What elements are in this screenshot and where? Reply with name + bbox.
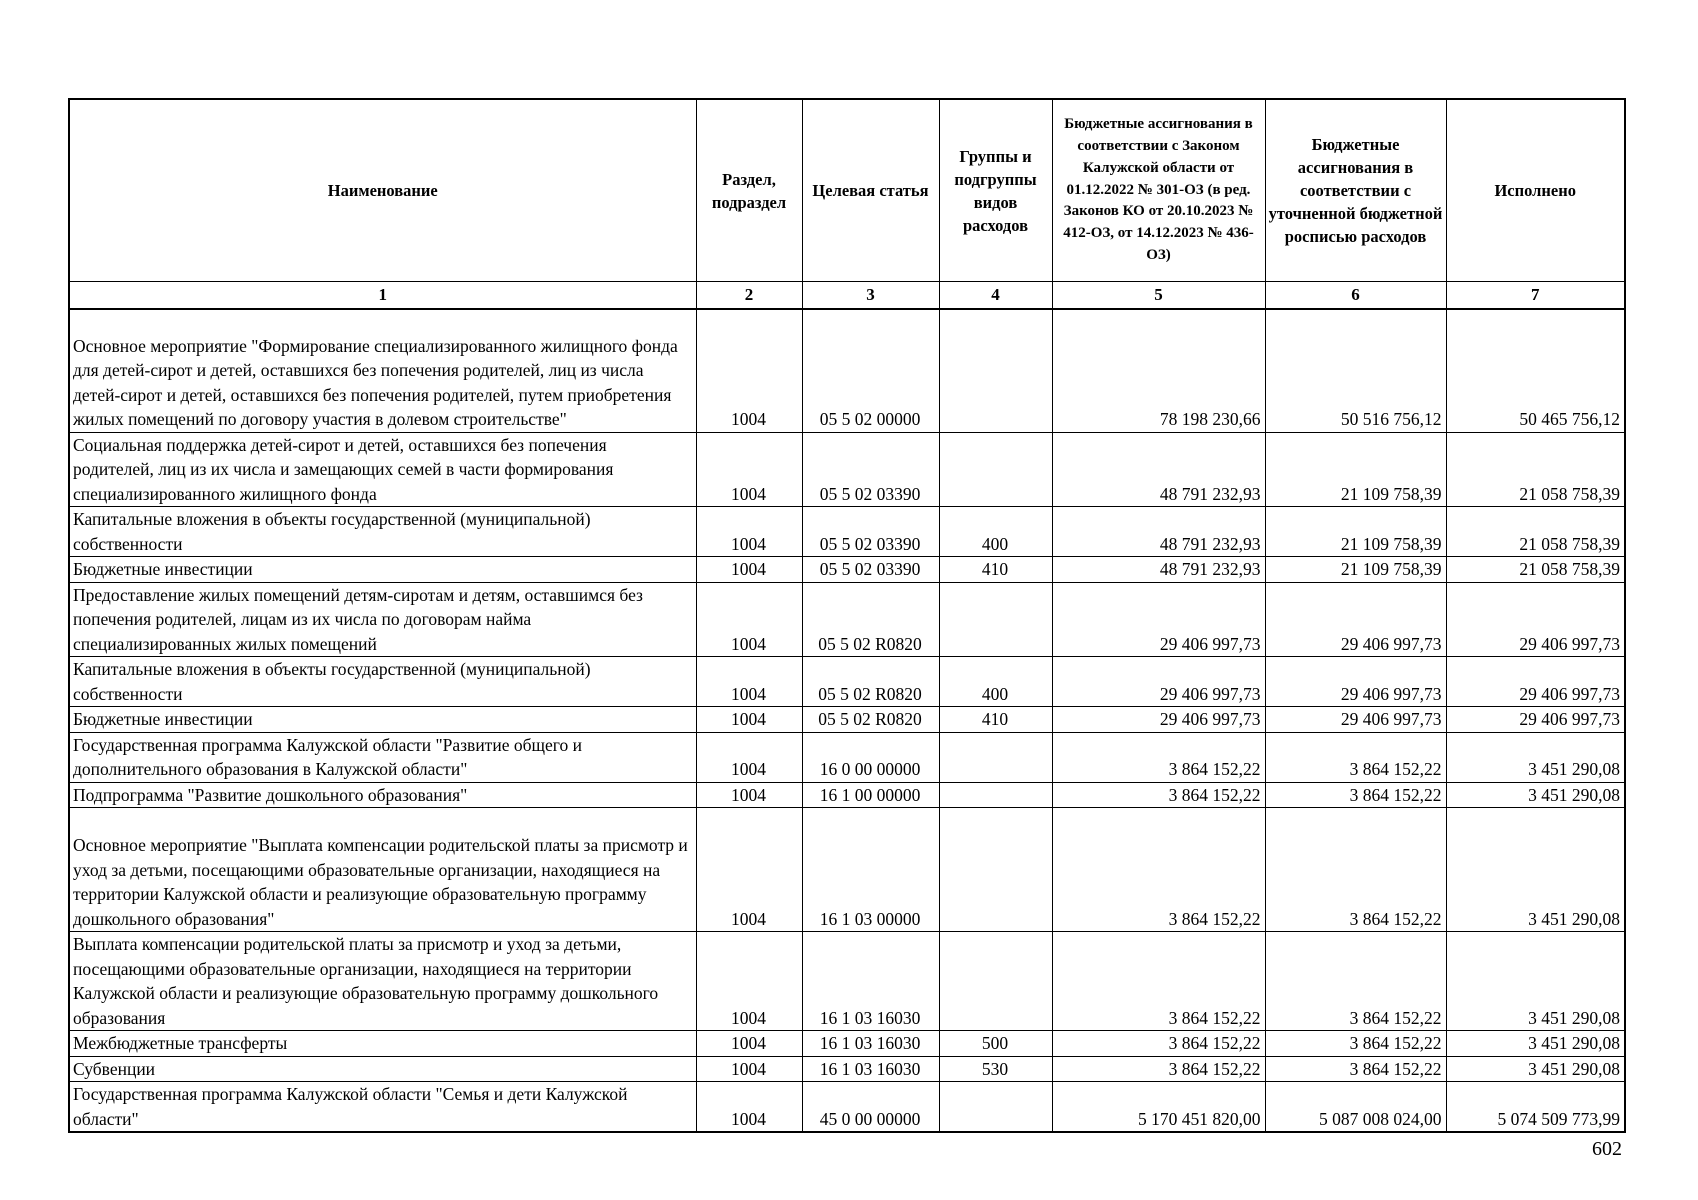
row-executed-amount: 21 058 758,39 — [1446, 507, 1625, 557]
row-section: 1004 — [696, 732, 802, 782]
row-law-amount: 48 791 232,93 — [1052, 432, 1265, 507]
row-refined-amount: 3 864 152,22 — [1265, 1031, 1446, 1057]
row-section: 1004 — [696, 432, 802, 507]
row-group — [939, 808, 1052, 932]
row-law-amount: 78 198 230,66 — [1052, 309, 1265, 432]
row-target: 16 1 00 00000 — [802, 782, 939, 808]
row-group — [939, 432, 1052, 507]
row-section: 1004 — [696, 1031, 802, 1057]
table-row — [69, 808, 1625, 932]
row-executed-amount: 21 058 758,39 — [1446, 557, 1625, 583]
row-name: Субвенции — [69, 1056, 696, 1082]
row-section: 1004 — [696, 507, 802, 557]
row-target: 05 5 02 03390 — [802, 507, 939, 557]
row-executed-amount: 3 451 290,08 — [1446, 732, 1625, 782]
row-law-amount: 5 170 451 820,00 — [1052, 1082, 1265, 1133]
row-law-amount: 3 864 152,22 — [1052, 1031, 1265, 1057]
row-section: 1004 — [696, 782, 802, 808]
row-section: 1004 — [696, 1082, 802, 1133]
row-name: Бюджетные инвестиции — [69, 557, 696, 583]
row-target: 16 0 00 00000 — [802, 732, 939, 782]
header-executed: Исполнено — [1446, 99, 1625, 282]
row-name: Основное мероприятие "Формирование специализированного жилищного фонда для детей-сирот и детей, оставшихся без попечения родителей, лиц из числа детей-сирот и детей, оставшихся без попечения родителей, путем приобретения жилых помещений по договору участия в долевом строительстве" — [69, 309, 696, 432]
table-row — [69, 1056, 1625, 1082]
table-row — [69, 1031, 1625, 1057]
row-group — [939, 1082, 1052, 1133]
column-number: 3 — [802, 282, 939, 310]
row-group: 500 — [939, 1031, 1052, 1057]
table-row — [69, 932, 1625, 1031]
row-name: Капитальные вложения в объекты государственной (муниципальной) собственности — [69, 657, 696, 707]
row-group: 400 — [939, 657, 1052, 707]
row-target: 16 1 03 00000 — [802, 808, 939, 932]
row-refined-amount: 3 864 152,22 — [1265, 782, 1446, 808]
row-group — [939, 309, 1052, 432]
row-refined-amount: 50 516 756,12 — [1265, 309, 1446, 432]
row-name: Государственная программа Калужской области "Семья и дети Калужской области" — [69, 1082, 696, 1133]
row-executed-amount: 3 451 290,08 — [1446, 932, 1625, 1031]
row-law-amount: 48 791 232,93 — [1052, 557, 1265, 583]
row-group — [939, 932, 1052, 1031]
column-number: 5 — [1052, 282, 1265, 310]
row-refined-amount: 29 406 997,73 — [1265, 707, 1446, 733]
table-body — [69, 309, 1625, 1132]
row-target: 16 1 03 16030 — [802, 1031, 939, 1057]
table-row — [69, 507, 1625, 557]
row-name: Бюджетные инвестиции — [69, 707, 696, 733]
row-name: Выплата компенсации родительской платы за присмотр и уход за детьми, посещающими образовательные организации, находящиеся на территории Калужской области и реализующие образовательную программу дошкольного образования — [69, 932, 696, 1031]
row-name: Основное мероприятие "Выплата компенсации родительской платы за присмотр и уход за детьми, посещающими образовательные организации, находящиеся на территории Калужской области и реализующие образовательную программу дошкольного образования" — [69, 808, 696, 932]
row-target: 05 5 02 R0820 — [802, 707, 939, 733]
header-refined: Бюджетные ассигнования в соответствии с уточненной бюджетной росписью расходов — [1265, 99, 1446, 282]
budget-table — [68, 98, 1626, 1133]
column-number: 2 — [696, 282, 802, 310]
row-name: Государственная программа Калужской области "Развитие общего и дополнительного образования в Калужской области" — [69, 732, 696, 782]
column-number: 6 — [1265, 282, 1446, 310]
row-target: 45 0 00 00000 — [802, 1082, 939, 1133]
row-executed-amount: 29 406 997,73 — [1446, 707, 1625, 733]
row-section: 1004 — [696, 1056, 802, 1082]
page-number: 602 — [1592, 1138, 1622, 1160]
row-refined-amount: 3 864 152,22 — [1265, 732, 1446, 782]
column-number: 4 — [939, 282, 1052, 310]
header-law: Бюджетные ассигнования в соответствии с Законом Калужской области от 01.12.2022 № 301-ОЗ (в ред. Законов КО от 20.10.2023 № 412-ОЗ, от 14.12.2023 № 436-ОЗ) — [1052, 99, 1265, 282]
row-section: 1004 — [696, 707, 802, 733]
table-row — [69, 707, 1625, 733]
row-group — [939, 582, 1052, 657]
row-law-amount: 3 864 152,22 — [1052, 1056, 1265, 1082]
row-group: 530 — [939, 1056, 1052, 1082]
table-row — [69, 432, 1625, 507]
column-number-row — [69, 282, 1625, 310]
table-row — [69, 732, 1625, 782]
row-executed-amount: 3 451 290,08 — [1446, 808, 1625, 932]
row-target: 05 5 02 R0820 — [802, 582, 939, 657]
row-law-amount: 3 864 152,22 — [1052, 732, 1265, 782]
row-section: 1004 — [696, 932, 802, 1031]
row-section: 1004 — [696, 557, 802, 583]
table-row — [69, 657, 1625, 707]
row-executed-amount: 3 451 290,08 — [1446, 782, 1625, 808]
row-refined-amount: 3 864 152,22 — [1265, 808, 1446, 932]
row-section: 1004 — [696, 808, 802, 932]
row-target: 05 5 02 03390 — [802, 432, 939, 507]
row-group: 410 — [939, 707, 1052, 733]
row-target: 05 5 02 03390 — [802, 557, 939, 583]
row-target: 05 5 02 R0820 — [802, 657, 939, 707]
row-section: 1004 — [696, 657, 802, 707]
row-refined-amount: 29 406 997,73 — [1265, 582, 1446, 657]
row-executed-amount: 29 406 997,73 — [1446, 657, 1625, 707]
row-group: 410 — [939, 557, 1052, 583]
row-law-amount: 3 864 152,22 — [1052, 808, 1265, 932]
row-executed-amount: 21 058 758,39 — [1446, 432, 1625, 507]
row-executed-amount: 5 074 509 773,99 — [1446, 1082, 1625, 1133]
row-refined-amount: 3 864 152,22 — [1265, 1056, 1446, 1082]
row-executed-amount: 50 465 756,12 — [1446, 309, 1625, 432]
row-group — [939, 782, 1052, 808]
header-name: Наименование — [69, 99, 696, 282]
header-target: Целевая статья — [802, 99, 939, 282]
row-group — [939, 732, 1052, 782]
row-refined-amount: 21 109 758,39 — [1265, 432, 1446, 507]
row-refined-amount: 21 109 758,39 — [1265, 557, 1446, 583]
row-name: Предоставление жилых помещений детям-сиротам и детям, оставшимся без попечения родителей, лицам из их числа по договорам найма специализированных жилых помещений — [69, 582, 696, 657]
row-executed-amount: 3 451 290,08 — [1446, 1031, 1625, 1057]
row-executed-amount: 29 406 997,73 — [1446, 582, 1625, 657]
table-row — [69, 582, 1625, 657]
row-refined-amount: 5 087 008 024,00 — [1265, 1082, 1446, 1133]
header-section: Раздел, подраздел — [696, 99, 802, 282]
row-section: 1004 — [696, 582, 802, 657]
row-law-amount: 29 406 997,73 — [1052, 707, 1265, 733]
row-target: 05 5 02 00000 — [802, 309, 939, 432]
row-refined-amount: 21 109 758,39 — [1265, 507, 1446, 557]
row-name: Межбюджетные трансферты — [69, 1031, 696, 1057]
row-refined-amount: 29 406 997,73 — [1265, 657, 1446, 707]
row-target: 16 1 03 16030 — [802, 932, 939, 1031]
row-target: 16 1 03 16030 — [802, 1056, 939, 1082]
table-row — [69, 782, 1625, 808]
row-law-amount: 3 864 152,22 — [1052, 782, 1265, 808]
table-row — [69, 557, 1625, 583]
row-law-amount: 48 791 232,93 — [1052, 507, 1265, 557]
row-name: Капитальные вложения в объекты государственной (муниципальной) собственности — [69, 507, 696, 557]
column-number: 7 — [1446, 282, 1625, 310]
table-row — [69, 309, 1625, 432]
header-groups: Группы и подгруппы видов расходов — [939, 99, 1052, 282]
table-row — [69, 1082, 1625, 1133]
row-refined-amount: 3 864 152,22 — [1265, 932, 1446, 1031]
row-name: Подпрограмма "Развитие дошкольного образования" — [69, 782, 696, 808]
row-executed-amount: 3 451 290,08 — [1446, 1056, 1625, 1082]
row-section: 1004 — [696, 309, 802, 432]
row-law-amount: 29 406 997,73 — [1052, 582, 1265, 657]
row-group: 400 — [939, 507, 1052, 557]
row-name: Социальная поддержка детей-сирот и детей, оставшихся без попечения родителей, лиц из их числа и замещающих семей в части формирования специализированного жилищного фонда — [69, 432, 696, 507]
row-law-amount: 3 864 152,22 — [1052, 932, 1265, 1031]
table-header-row — [69, 99, 1625, 282]
row-law-amount: 29 406 997,73 — [1052, 657, 1265, 707]
column-number: 1 — [69, 282, 696, 310]
